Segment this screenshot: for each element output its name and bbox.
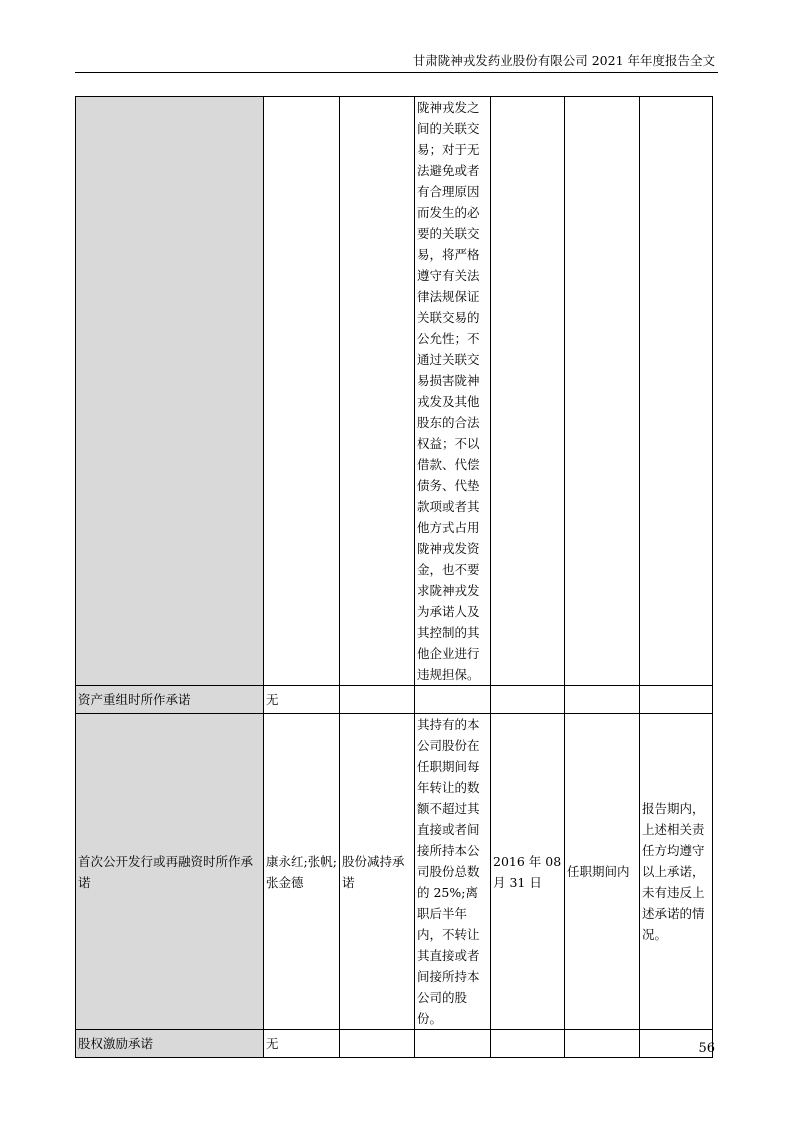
content-cell: [415, 686, 491, 714]
table-row: [76, 714, 713, 1030]
table-row: [76, 686, 713, 714]
party-cell: 无: [264, 686, 340, 714]
category-cell: [76, 97, 264, 686]
term-cell: [565, 686, 640, 714]
party-cell: 康永红;张帆;张金德: [264, 714, 340, 1030]
status-cell: 报告期内，上述相关责任方均遵守以上承诺，未有违反上述承诺的情况。: [640, 714, 713, 1030]
content-cell: [415, 1030, 491, 1058]
term-cell: [565, 1030, 640, 1058]
status-cell: [640, 97, 713, 686]
content-cell: 其持有的本公司股份在任职期间每年转让的数额不超过其直接或者间接所持本公司股份总数的 25%;离职后半年内，不转让其直接或者间接所持本公司的股份。: [415, 714, 491, 1030]
date-cell: [491, 686, 565, 714]
party-cell: [264, 97, 340, 686]
type-cell: 股份减持承诺: [340, 714, 415, 1030]
type-cell: [340, 1030, 415, 1058]
party-cell: 无: [264, 1030, 340, 1058]
term-cell: [565, 97, 640, 686]
header-divider: [75, 72, 718, 73]
page-header: 甘肃陇神戎发药业股份有限公司 2021 年年度报告全文: [412, 53, 715, 68]
page-number: 56: [698, 1041, 715, 1056]
content-cell: 陇神戎发之间的关联交易；对于无法避免或者有合理原因而发生的必要的关联交易，将严格遵守有关法律法规保证关联交易的公允性；不通过关联交易损害陇神戎发及其他股东的合法权益；不以借款、代偿债务、代垫款项或者其他方式占用陇神戎发资金，也不要求陇神戎发为承诺人及其控制的其他企业进行违规担保。: [415, 97, 491, 686]
category-cell: 首次公开发行或再融资时所作承诺: [76, 714, 264, 1030]
commitments-table: [75, 96, 713, 1058]
date-cell: [491, 97, 565, 686]
term-cell: 任职期间内: [565, 714, 640, 1030]
status-cell: [640, 686, 713, 714]
category-cell: 股权激励承诺: [76, 1030, 264, 1058]
table-row: [76, 1030, 713, 1058]
type-cell: [340, 686, 415, 714]
date-cell: 2016 年 08 月 31 日: [491, 714, 565, 1030]
type-cell: [340, 97, 415, 686]
table-row: [76, 97, 713, 686]
category-cell: 资产重组时所作承诺: [76, 686, 264, 714]
date-cell: [491, 1030, 565, 1058]
